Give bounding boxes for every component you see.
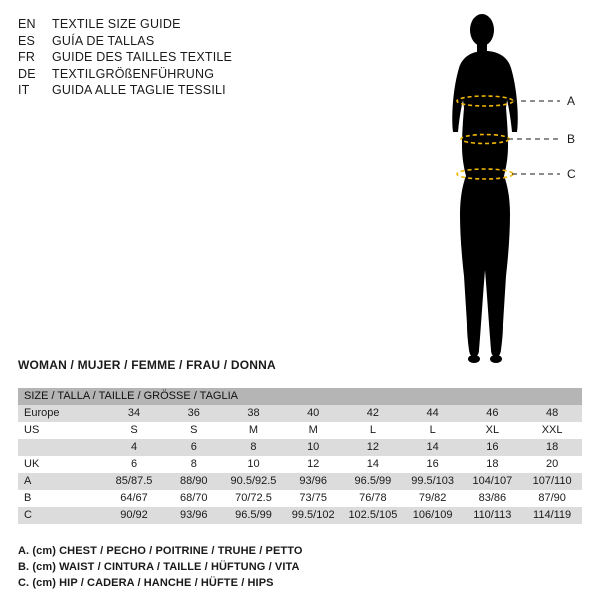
table-cell: 104/107 <box>462 473 522 490</box>
table-cell: 8 <box>224 439 284 456</box>
table-cell: 99.5/103 <box>403 473 463 490</box>
table-cell: S <box>104 422 164 439</box>
row-label: C <box>18 507 104 524</box>
table-cell: 99.5/102 <box>283 507 343 524</box>
table-cell: S <box>164 422 224 439</box>
table-cell: M <box>283 422 343 439</box>
table-cell: 90.5/92.5 <box>224 473 284 490</box>
table-cell: 106/109 <box>403 507 463 524</box>
table-cell: 6 <box>104 456 164 473</box>
table-cell: XXL <box>522 422 582 439</box>
language-code: ES <box>18 33 36 48</box>
table-cell: 10 <box>283 439 343 456</box>
language-code: DE <box>18 66 36 81</box>
language-title: GUÍA DE TALLAS <box>52 33 155 48</box>
language-list <box>18 16 348 99</box>
table-cell: 6 <box>164 439 224 456</box>
row-label: Europe <box>18 405 104 422</box>
table-cell: M <box>224 422 284 439</box>
language-row <box>18 66 348 83</box>
row-label: US <box>18 422 104 439</box>
table-cell: 70/72.5 <box>224 490 284 507</box>
table-cell: 110/113 <box>462 507 522 524</box>
table-cell: 96.5/99 <box>224 507 284 524</box>
table-cell: XL <box>462 422 522 439</box>
table-cell: 90/92 <box>104 507 164 524</box>
table-cell: 87/90 <box>522 490 582 507</box>
language-title: TEXTILGRÖßENFÜHRUNG <box>52 66 215 81</box>
table-cell: 73/75 <box>283 490 343 507</box>
measure-label-c: C <box>567 167 576 181</box>
language-row <box>18 16 348 33</box>
legend-row-c: C. (cm) HIP / CADERA / HANCHE / HÜFTE / HIPS <box>18 577 274 589</box>
legend-row-b: B. (cm) WAIST / CINTURA / TAILLE / HÜFTUNG / VITA <box>18 561 300 573</box>
female-silhouette-icon <box>400 8 590 368</box>
table-cell: 14 <box>343 456 403 473</box>
language-title: GUIDE DES TAILLES TEXTILE <box>52 50 233 64</box>
table-cell: 44 <box>403 405 463 422</box>
row-label <box>18 439 104 456</box>
table-cell: 14 <box>403 439 463 456</box>
table-cell: 85/87.5 <box>104 473 164 490</box>
table-cell: 12 <box>283 456 343 473</box>
language-row <box>18 33 348 50</box>
table-cell: 16 <box>462 439 522 456</box>
table-cell: 64/67 <box>104 490 164 507</box>
table-cell: 107/110 <box>522 473 582 490</box>
table-cell: 40 <box>283 405 343 422</box>
table-cell: 93/96 <box>283 473 343 490</box>
table-row <box>18 439 582 456</box>
table-row <box>18 456 582 473</box>
measurement-legend <box>18 543 578 591</box>
table-row <box>18 507 582 524</box>
language-row <box>18 82 348 99</box>
table-row <box>18 405 582 422</box>
table-row <box>18 473 582 490</box>
table-header-label: SIZE / TALLA / TAILLE / GRÖSSE / TAGLIA <box>18 388 582 405</box>
table-row <box>18 490 582 507</box>
language-title: GUIDA ALLE TAGLIE TESSILI <box>52 83 226 97</box>
table-cell: 96.5/99 <box>343 473 403 490</box>
table-cell: 38 <box>224 405 284 422</box>
table-cell: L <box>403 422 463 439</box>
table-cell: 10 <box>224 456 284 473</box>
language-code: EN <box>18 17 36 31</box>
size-table <box>18 388 582 524</box>
table-cell: 16 <box>403 456 463 473</box>
table-cell: L <box>343 422 403 439</box>
table-cell: 93/96 <box>164 507 224 524</box>
table-cell: 34 <box>104 405 164 422</box>
row-label: A <box>18 473 104 490</box>
table-cell: 88/90 <box>164 473 224 490</box>
measure-label-b: B <box>567 132 576 146</box>
table-cell: 12 <box>343 439 403 456</box>
table-cell: 42 <box>343 405 403 422</box>
table-cell: 102.5/105 <box>343 507 403 524</box>
table-cell: 18 <box>462 456 522 473</box>
table-cell: 8 <box>164 456 224 473</box>
table-cell: 4 <box>104 439 164 456</box>
table-cell: 83/86 <box>462 490 522 507</box>
table-cell: 79/82 <box>403 490 463 507</box>
table-cell: 114/119 <box>522 507 582 524</box>
section-title: WOMAN / MUJER / FEMME / FRAU / DONNA <box>18 358 276 372</box>
table-cell: 48 <box>522 405 582 422</box>
row-label: UK <box>18 456 104 473</box>
table-cell: 68/70 <box>164 490 224 507</box>
table-cell: 20 <box>522 456 582 473</box>
row-label: B <box>18 490 104 507</box>
table-header-row <box>18 388 582 405</box>
figure-diagram <box>400 8 590 368</box>
table-cell: 76/78 <box>343 490 403 507</box>
language-code: FR <box>18 50 36 64</box>
table-cell: 36 <box>164 405 224 422</box>
legend-row-a: A. (cm) CHEST / PECHO / POITRINE / TRUHE / PETTO <box>18 545 303 557</box>
measure-label-a: A <box>567 94 576 108</box>
language-code: IT <box>18 83 30 97</box>
table-row <box>18 422 582 439</box>
language-row <box>18 49 348 66</box>
table-cell: 46 <box>462 405 522 422</box>
language-title: TEXTILE SIZE GUIDE <box>52 17 181 31</box>
table-cell: 18 <box>522 439 582 456</box>
